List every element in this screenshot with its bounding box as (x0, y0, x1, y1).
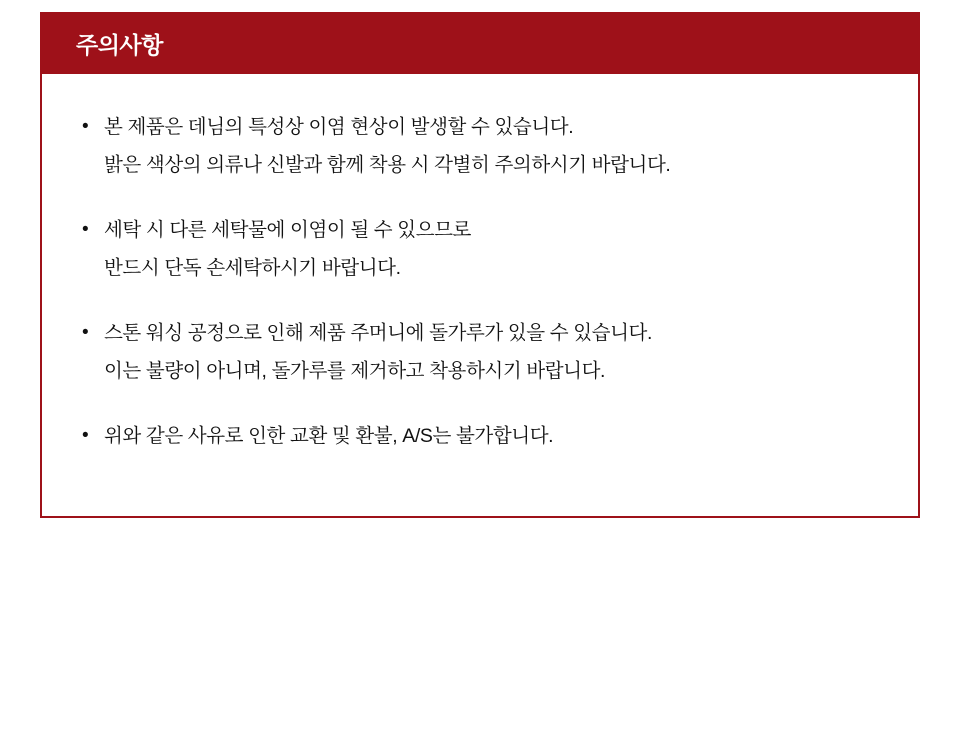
notice-title: 주의사항 (76, 31, 163, 58)
notice-line: 세탁 시 다른 세탁물에 이염이 될 수 있으므로 (104, 219, 471, 241)
list-item-text (104, 108, 888, 184)
list-item (82, 211, 888, 287)
bullet-icon: • (82, 219, 89, 240)
notice-card (40, 12, 920, 518)
notice-body (40, 74, 920, 518)
list-item (82, 417, 888, 455)
notice-line: 이는 불량이 아니며, 돌가루를 제거하고 착용하시기 바랍니다. (104, 360, 606, 382)
notice-line: 위와 같은 사유로 인한 교환 및 환불, A/S는 불가합니다. (104, 425, 554, 447)
notice-list (82, 108, 888, 455)
bullet-icon: • (82, 425, 89, 446)
notice-line: 본 제품은 데님의 특성상 이염 현상이 발생할 수 있습니다. (104, 116, 574, 138)
list-item-text (104, 314, 888, 390)
bullet-icon: • (82, 116, 89, 137)
list-item (82, 314, 888, 390)
list-item-text (104, 417, 888, 455)
notice-line: 스톤 워싱 공정으로 인해 제품 주머니에 돌가루가 있을 수 있습니다. (104, 322, 652, 344)
list-item (82, 108, 888, 184)
notice-line: 반드시 단독 손세탁하시기 바랍니다. (104, 257, 401, 279)
bullet-icon: • (82, 322, 89, 343)
notice-header (40, 12, 920, 74)
notice-line: 밝은 색상의 의류나 신발과 함께 착용 시 각별히 주의하시기 바랍니다. (104, 154, 671, 176)
list-item-text (104, 211, 888, 287)
